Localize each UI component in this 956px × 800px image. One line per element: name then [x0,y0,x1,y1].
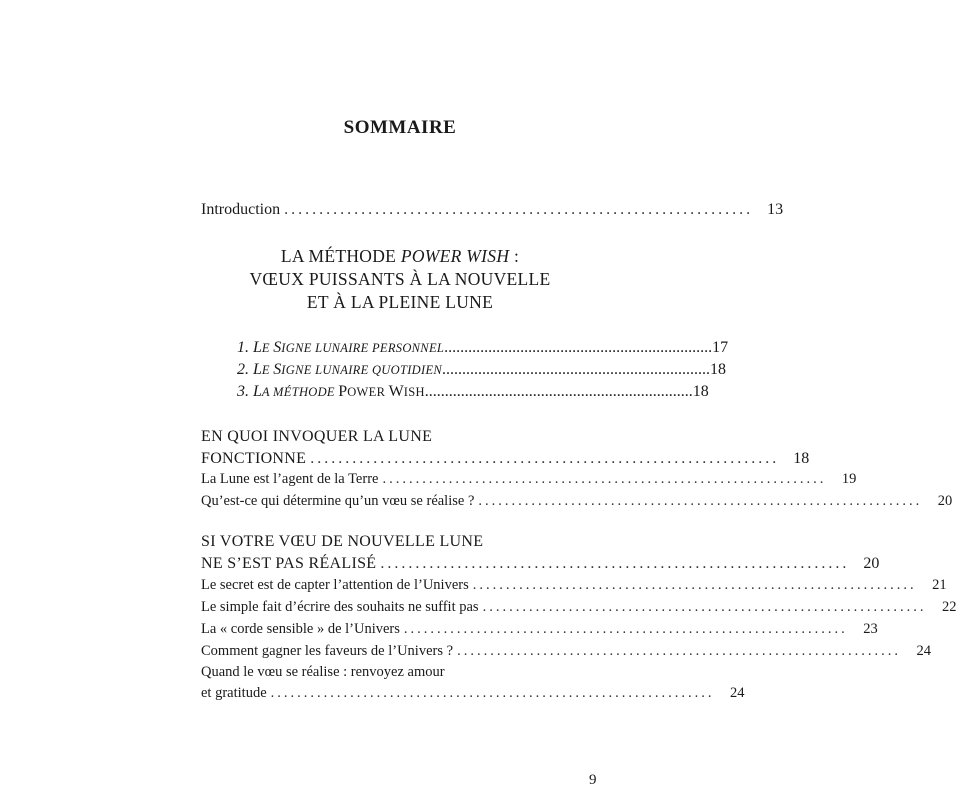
method-heading [0,245,800,314]
toc-entry-label: Introduction [201,201,281,218]
toc-subentry: 1. LE SIGNE LUNAIRE PERSONNEL ................................................................... 17 [237,339,729,356]
toc-entry-page: 18 [710,361,727,378]
toc-entry [201,577,947,599]
dot-leader: ................................................................... [482,599,927,615]
toc-entry [201,621,878,643]
toc-entry-label: La « corde sensible » de l’Univers [201,621,400,637]
toc-entry [201,685,745,707]
toc-subentry: 3. LA MÉTHODE POWER WISH ................................................................... 18 [237,383,709,400]
section1-heading-line2: FONCTIONNE [201,450,307,467]
dot-leader: ................................................................... [472,577,917,593]
dot-leader: ................................................................... [424,383,693,400]
toc-entry-page: 17 [712,339,729,356]
section1-heading [201,450,810,472]
toc-entry-label: Qu’est-ce qui détermine qu’un vœu se réalise ? [201,493,475,509]
toc-entry-page: 20 [937,493,953,509]
toc-entry [201,643,931,665]
toc-entry-label-line2: et gratitude [201,685,267,701]
toc-entry-page: 24 [730,685,745,701]
dot-leader: ................................................................... [382,471,827,487]
section1-heading-line1: EN QUOI INVOQUER LA LUNE [201,428,433,445]
toc-entry-page: 18 [793,450,810,467]
toc-entry [201,493,953,515]
toc-entry-label: La Lune est l’agent de la Terre [201,471,379,487]
toc-entry-page: 22 [941,599,956,615]
toc-entry-label: Comment gagner les faveurs de l’Univers ? [201,643,454,659]
dot-leader: ................................................................... [457,643,901,659]
section2-heading-line1: SI VOTRE VŒU DE NOUVELLE LUNE [201,533,484,550]
toc-entry-label: Le secret est de capter l’attention de l’Univers [201,577,469,593]
section2-heading [201,555,880,577]
section2-heading-line2: NE S’EST PAS RÉALISÉ [201,555,377,572]
dot-leader: ................................................................... [444,339,713,356]
dot-leader: ................................................................... [403,621,848,637]
dot-leader: ................................................................... [478,493,923,509]
dot-leader: ................................................................... [380,555,850,572]
toc-entry-page: 21 [932,577,947,593]
toc-entry-page: 19 [841,471,857,487]
method-heading-line1: LA MÉTHODE POWER WISH : [280,246,520,266]
dot-leader: ................................................................... [284,201,754,218]
toc-entry-page: 20 [863,555,880,572]
toc-entry-label: Le simple fait d’écrire des souhaits ne suffit pas [201,599,479,615]
method-heading-line2: VŒUX PUISSANTS À LA NOUVELLE [249,269,551,289]
toc-entry-label-line1: Quand le vœu se réalise : renvoyez amour [201,664,445,680]
toc-subentry: 2. LE SIGNE LUNAIRE QUOTIDIEN ................................................................... 18 [237,361,727,378]
toc-entry [201,599,956,621]
page-number: 9 [589,772,597,788]
dot-leader: ................................................................... [442,361,711,378]
toc-entry-introduction [201,201,784,223]
toc-entry-page: 24 [916,643,931,659]
page-title: SOMMAIRE [343,117,457,138]
dot-leader: ................................................................... [270,685,715,701]
toc-entry-page: 18 [692,383,709,400]
method-heading-line3: ET À LA PLEINE LUNE [306,292,494,312]
dot-leader: ................................................................... [310,450,780,467]
toc-entry-page: 23 [863,621,878,637]
toc-entry-page: 13 [767,201,784,218]
toc-entry [201,471,857,493]
